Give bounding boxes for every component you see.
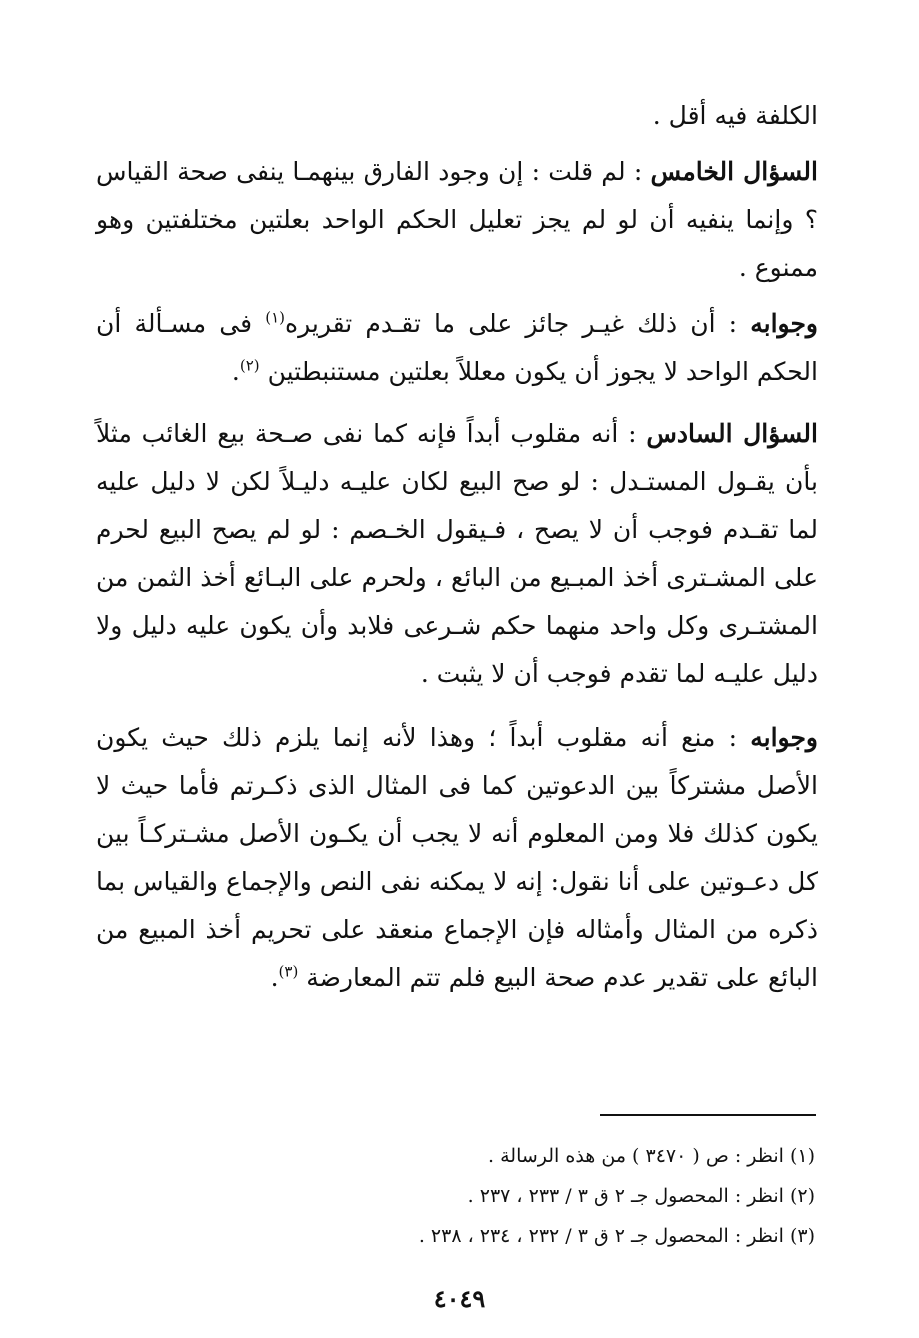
paragraph-3-text-b: فى مسـألة أن الحكم الواحد لا يجوز أن يكون معللاً بعلتين مستنبطتين bbox=[96, 309, 818, 386]
paragraph-2 bbox=[96, 148, 818, 292]
paragraph-2-lead: السؤال الخامس bbox=[650, 157, 818, 186]
footnote-ref-3: (٣) bbox=[278, 962, 299, 981]
paragraph-4-lead: السؤال السادس bbox=[646, 419, 818, 448]
footnote-3: (٣) انظر : المحصول جـ ٢ ق ٣ / ٢٣٢ ، ٢٣٤ ، ٢٣٨ . bbox=[418, 1225, 815, 1247]
paragraph-3-text-a: : أن ذلك غيـر جائز على ما تقـدم تقريره bbox=[284, 309, 751, 338]
footnote-2: (٢) انظر : المحصول جـ ٢ ق ٣ / ٢٣٣ ، ٢٣٧ . bbox=[467, 1185, 815, 1207]
paragraph-5 bbox=[96, 714, 818, 1002]
paragraph-2-text: : لم قلت : إن وجود الفارق بينهمـا ينفى صحة القياس ؟ وإنما ينفيه أن لو لم يجز تعليل الحكم الواحد بعلتين مختلفتين وهو ممنوع . bbox=[96, 157, 818, 282]
page-body bbox=[96, 92, 818, 1312]
footnote-ref-1: (١) bbox=[265, 308, 285, 327]
paragraph-3-lead: وجوابه bbox=[750, 309, 818, 338]
paragraph-4 bbox=[96, 410, 818, 698]
footnote-separator bbox=[600, 1114, 816, 1116]
paragraph-5-text-b: . bbox=[270, 963, 279, 992]
paragraph-5-lead: وجوابه bbox=[750, 723, 818, 752]
paragraph-3-text-c: . bbox=[231, 357, 240, 386]
page-number: ٤٠٤٩ bbox=[433, 1284, 486, 1313]
footnotes bbox=[200, 1136, 815, 1256]
paragraph-1 bbox=[96, 92, 818, 140]
paragraph-3 bbox=[96, 300, 818, 396]
paragraph-1-text: الكلفة فيه أقل . bbox=[652, 101, 818, 130]
paragraph-4-text: : أنه مقلوب أبداً فإنه كما نفى صـحة بيع الغائب مثلاً بأن يقـول المستـدل : لو صح البيع لكان عليـه دليـلاً لكن لا دليل عليه لما تقـدم فوجب أن لا يصح ، فـيقول الخـصم : لو لم يصح البيع لحرم على المشـترى أخذ المبـيع من البائع ، ولحرم على البـائع أخذ الثمن من المشتـرى وكل واحد منهما حكم شـرعى فلابد وأن يكون عليه دليل ولا دليل عليـه لما تقدم فوجب أن لا يثبت . bbox=[96, 419, 818, 688]
footnote-ref-2: (٢) bbox=[239, 356, 260, 375]
footnote-1: (١) انظر : ص ( ٣٤٧٠ ) من هذه الرسالة . bbox=[488, 1145, 815, 1167]
paragraph-5-text-a: : منع أنه مقلوب أبداً ؛ وهذا لأنه إنما يلزم ذلك حيث يكون الأصل مشتركاً بين الدعوتين كما فى المثال الذى ذكـرتم فأما حيث لا يكون كذلك فلا ومن المعلوم أنه لا يجب أن يكـون الأصل مشـتركـاً بين كل دعـوتين على أنا نقول: إنه لا يمكنه نفى النص والإجماع والقياس بما ذكره من المثال وأمثاله فإن الإجماع منعقد على تحريم أخذ المبيع من البائع على تقدير عدم صحة البيع فلم تتم المعارضة bbox=[96, 723, 818, 992]
